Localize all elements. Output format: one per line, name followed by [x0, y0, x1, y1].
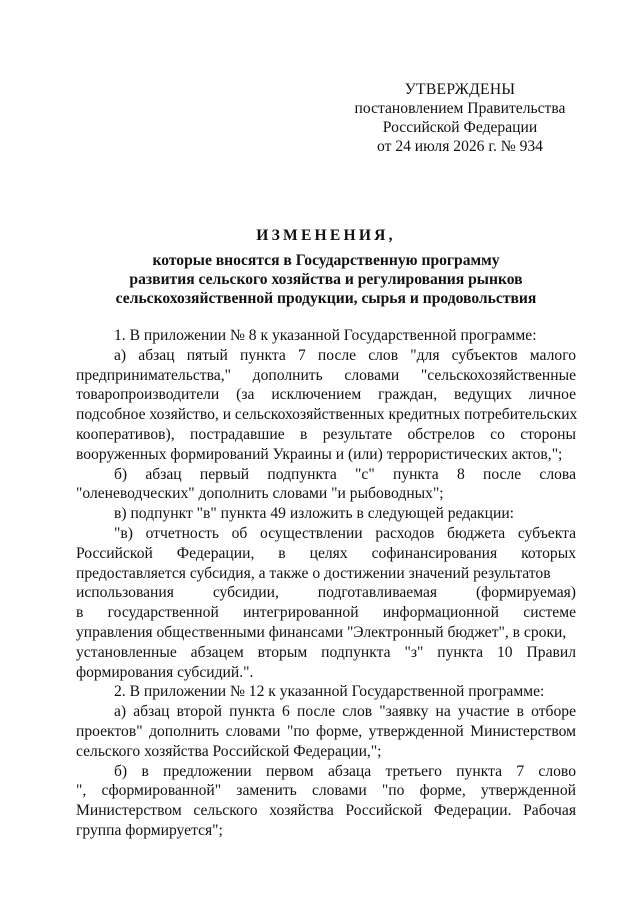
subtitle-line: развития сельского хозяйства и регулирования рынков	[129, 271, 523, 288]
body-line: "в) отчетность об осуществлении расходов бюджета субъекта	[114, 524, 576, 542]
approval-stamp	[340, 80, 580, 156]
body-line: предоставляется субсидия, а также о достижении значений результатов	[76, 564, 551, 582]
document-subtitle	[76, 251, 576, 308]
approval-line: постановлением Правительства	[354, 100, 566, 117]
body-line: установленные абзацем вторым подпункта "з" пункта 10 Правил	[76, 643, 576, 661]
document-title: ИЗМЕНЕНИЯ,	[256, 227, 396, 244]
body-line: 2. В приложении № 12 к указанной Государственной программе:	[114, 683, 545, 701]
body-line: б) абзац первый подпункта "с" пункта 8 после слова	[114, 465, 576, 483]
document-body	[76, 326, 576, 841]
body-line: Российской Федерации, в целях софинансирования которых	[76, 544, 576, 562]
body-line: а) абзац пятый пункта 7 после слов "для субъектов малого	[114, 346, 576, 364]
body-line: б) в предложении первом абзаца третьего пункта 7 слово	[114, 762, 576, 780]
body-line: проектов" дополнить словами "по форме, утвержденной Министерством	[76, 722, 576, 740]
body-line: Министерством сельского хозяйства Российской Федерации. Рабочая	[76, 802, 576, 820]
approval-line: Российской Федерации	[382, 119, 538, 136]
body-line: управления общественными финансами "Электронный бюджет", в сроки,	[76, 623, 567, 641]
body-line: "оленеводческих" дополнить словами "и рыбоводных";	[76, 485, 444, 503]
approval-heading: УТВЕРЖДЕНЫ	[404, 81, 516, 98]
body-line: кооперативов), пострадавшие в результате обстрелов со стороны	[76, 425, 576, 443]
body-line: а) абзац второй пункта 6 после слов "заявку на участие в отборе	[114, 703, 576, 721]
body-line: подсобное хозяйство, и сельскохозяйственных кредитных потребительских	[76, 406, 578, 424]
approval-date-line: от 24 июля 2026 г. № 934	[377, 138, 543, 155]
body-line: товаропроизводители (за исключением граждан, ведущих личное	[76, 386, 576, 404]
body-line: использования субсидии, подготавливаемая (формируемая)	[76, 584, 576, 602]
body-line: 1. В приложении № 8 к указанной Государственной программе:	[114, 327, 537, 344]
body-line: формирования субсидий.".	[76, 663, 254, 681]
body-line: в государственной интегрированной информационной системе	[76, 604, 576, 622]
body-line: в) подпункт "в" пункта 49 изложить в следующей редакции:	[114, 505, 515, 523]
body-line: группа формируется";	[76, 821, 223, 839]
body-line: вооруженных формирований Украины и (или) террористических актов,";	[76, 445, 563, 463]
body-line: сельского хозяйства Российской Федерации,";	[76, 742, 382, 760]
subtitle-line: которые вносятся в Государственную программу	[152, 252, 500, 269]
body-line: ", сформированной" заменить словами "по форме, утвержденной	[76, 782, 576, 800]
subtitle-line: сельскохозяйственной продукции, сырья и продовольствия	[115, 290, 537, 307]
body-line: предпринимательства," дополнить словами "сельскохозяйственные	[76, 366, 576, 384]
